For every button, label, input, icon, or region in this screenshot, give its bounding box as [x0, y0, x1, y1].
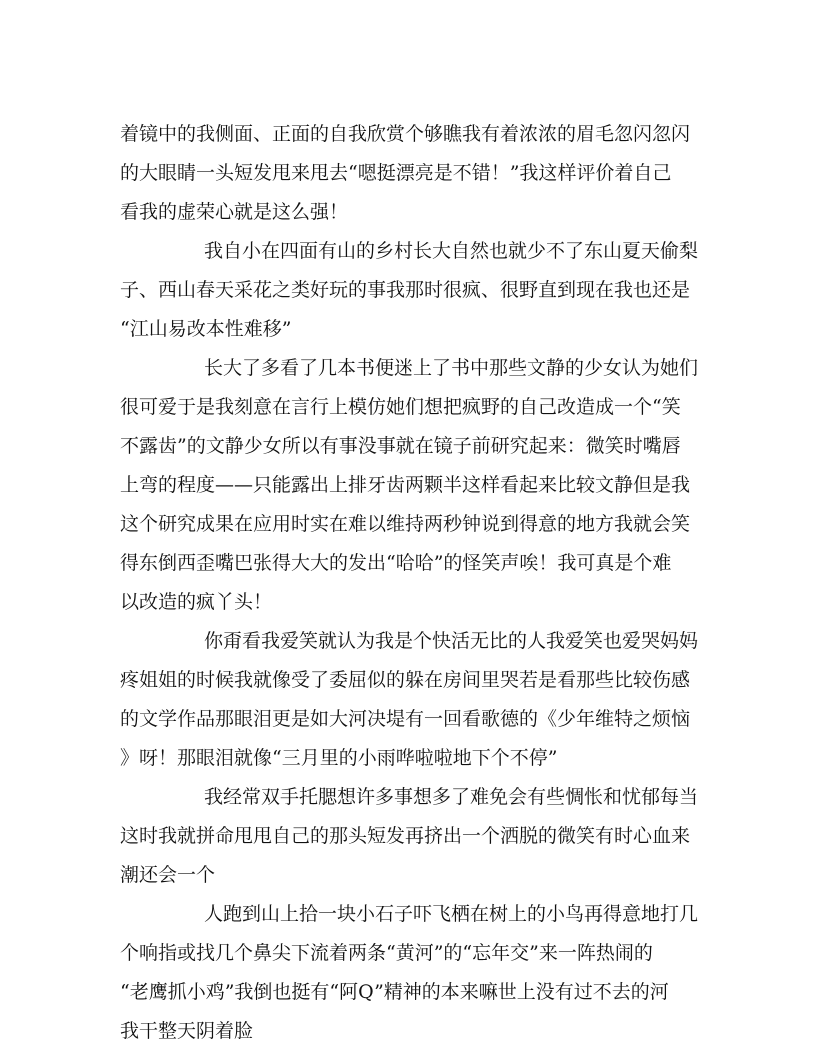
text-line: 我经常双手托腮想许多事想多了难免会有些惆怅和忧郁每当 [204, 786, 699, 808]
text-line: 》呀！那眼泪就像“三月里的小雨哗啦啦地下个不停” [120, 747, 558, 769]
text-line: 长大了多看了几本书便迷上了书中那些文静的少女认为她们 [204, 357, 699, 379]
text-line: 我干整天阴着脸 [120, 1020, 254, 1042]
text-line: 这时我就拼命甩甩自己的那头短发再挤出一个洒脱的微笑有时心血来 [120, 825, 691, 847]
text-line: 潮还会一个 [120, 864, 216, 886]
text-line: “老鹰抓小鸡”我倒也挺有“阿Q”精神的本来嘛世上没有过不去的河 [120, 981, 669, 1003]
text-line: 人跑到山上拾一块小石子吓飞栖在树上的小鸟再得意地打几 [204, 903, 699, 925]
text-line: 的大眼睛一头短发甩来甩去“嗯挺漂亮是不错！”我这样评价着自己 [120, 162, 672, 184]
text-line: 不露齿”的文静少女所以有事没事就在镜子前研究起来：微笑时嘴唇 [120, 435, 681, 457]
paragraph-6 [120, 895, 700, 1051]
paragraph-5 [120, 778, 700, 895]
text-line: 着镜中的我侧面、正面的自我欣赏个够瞧我有着浓浓的眉毛忽闪忽闪 [120, 123, 691, 145]
paragraph-2 [120, 232, 700, 349]
text-line: 我自小在四面有山的乡村长大自然也就少不了东山夏天偷梨 [204, 240, 699, 262]
text-line: 看我的虚荣心就是这么强！ [120, 201, 349, 223]
text-line: 疼姐姐的时候我就像受了委屈似的躲在房间里哭若是看那些比较伤感 [120, 669, 691, 691]
paragraph-3 [120, 349, 700, 622]
text-line: “江山易改本性难移” [120, 318, 292, 340]
text-line: 你甭看我爱笑就认为我是个快活无比的人我爱笑也爱哭妈妈 [204, 630, 699, 652]
document-body [120, 115, 700, 1051]
text-line: 这个研究成果在应用时实在难以维持两秒钟说到得意的地方我就会笑 [120, 513, 691, 535]
text-line: 很可爱于是我刻意在言行上模仿她们想把疯野的自己改造成一个“笑 [120, 396, 681, 418]
text-line: 个响指或找几个鼻尖下流着两条“黄河”的“忘年交”来一阵热闹的 [120, 942, 653, 964]
text-line: 子、西山春天采花之类好玩的事我那时很疯、很野直到现在我也还是 [120, 279, 691, 301]
text-line: 得东倒西歪嘴巴张得大大的发出“哈哈”的怪笑声唉！我可真是个难 [120, 552, 672, 574]
paragraph-1 [120, 115, 700, 232]
text-line: 的文学作品那眼泪更是如大河决堤有一回看歌德的《少年维特之烦恼 [120, 708, 691, 730]
paragraph-4 [120, 622, 700, 778]
text-line: 上弯的程度——只能露出上排牙齿两颗半这样看起来比较文静但是我 [120, 474, 691, 496]
text-line: 以改造的疯丫头！ [120, 591, 273, 613]
